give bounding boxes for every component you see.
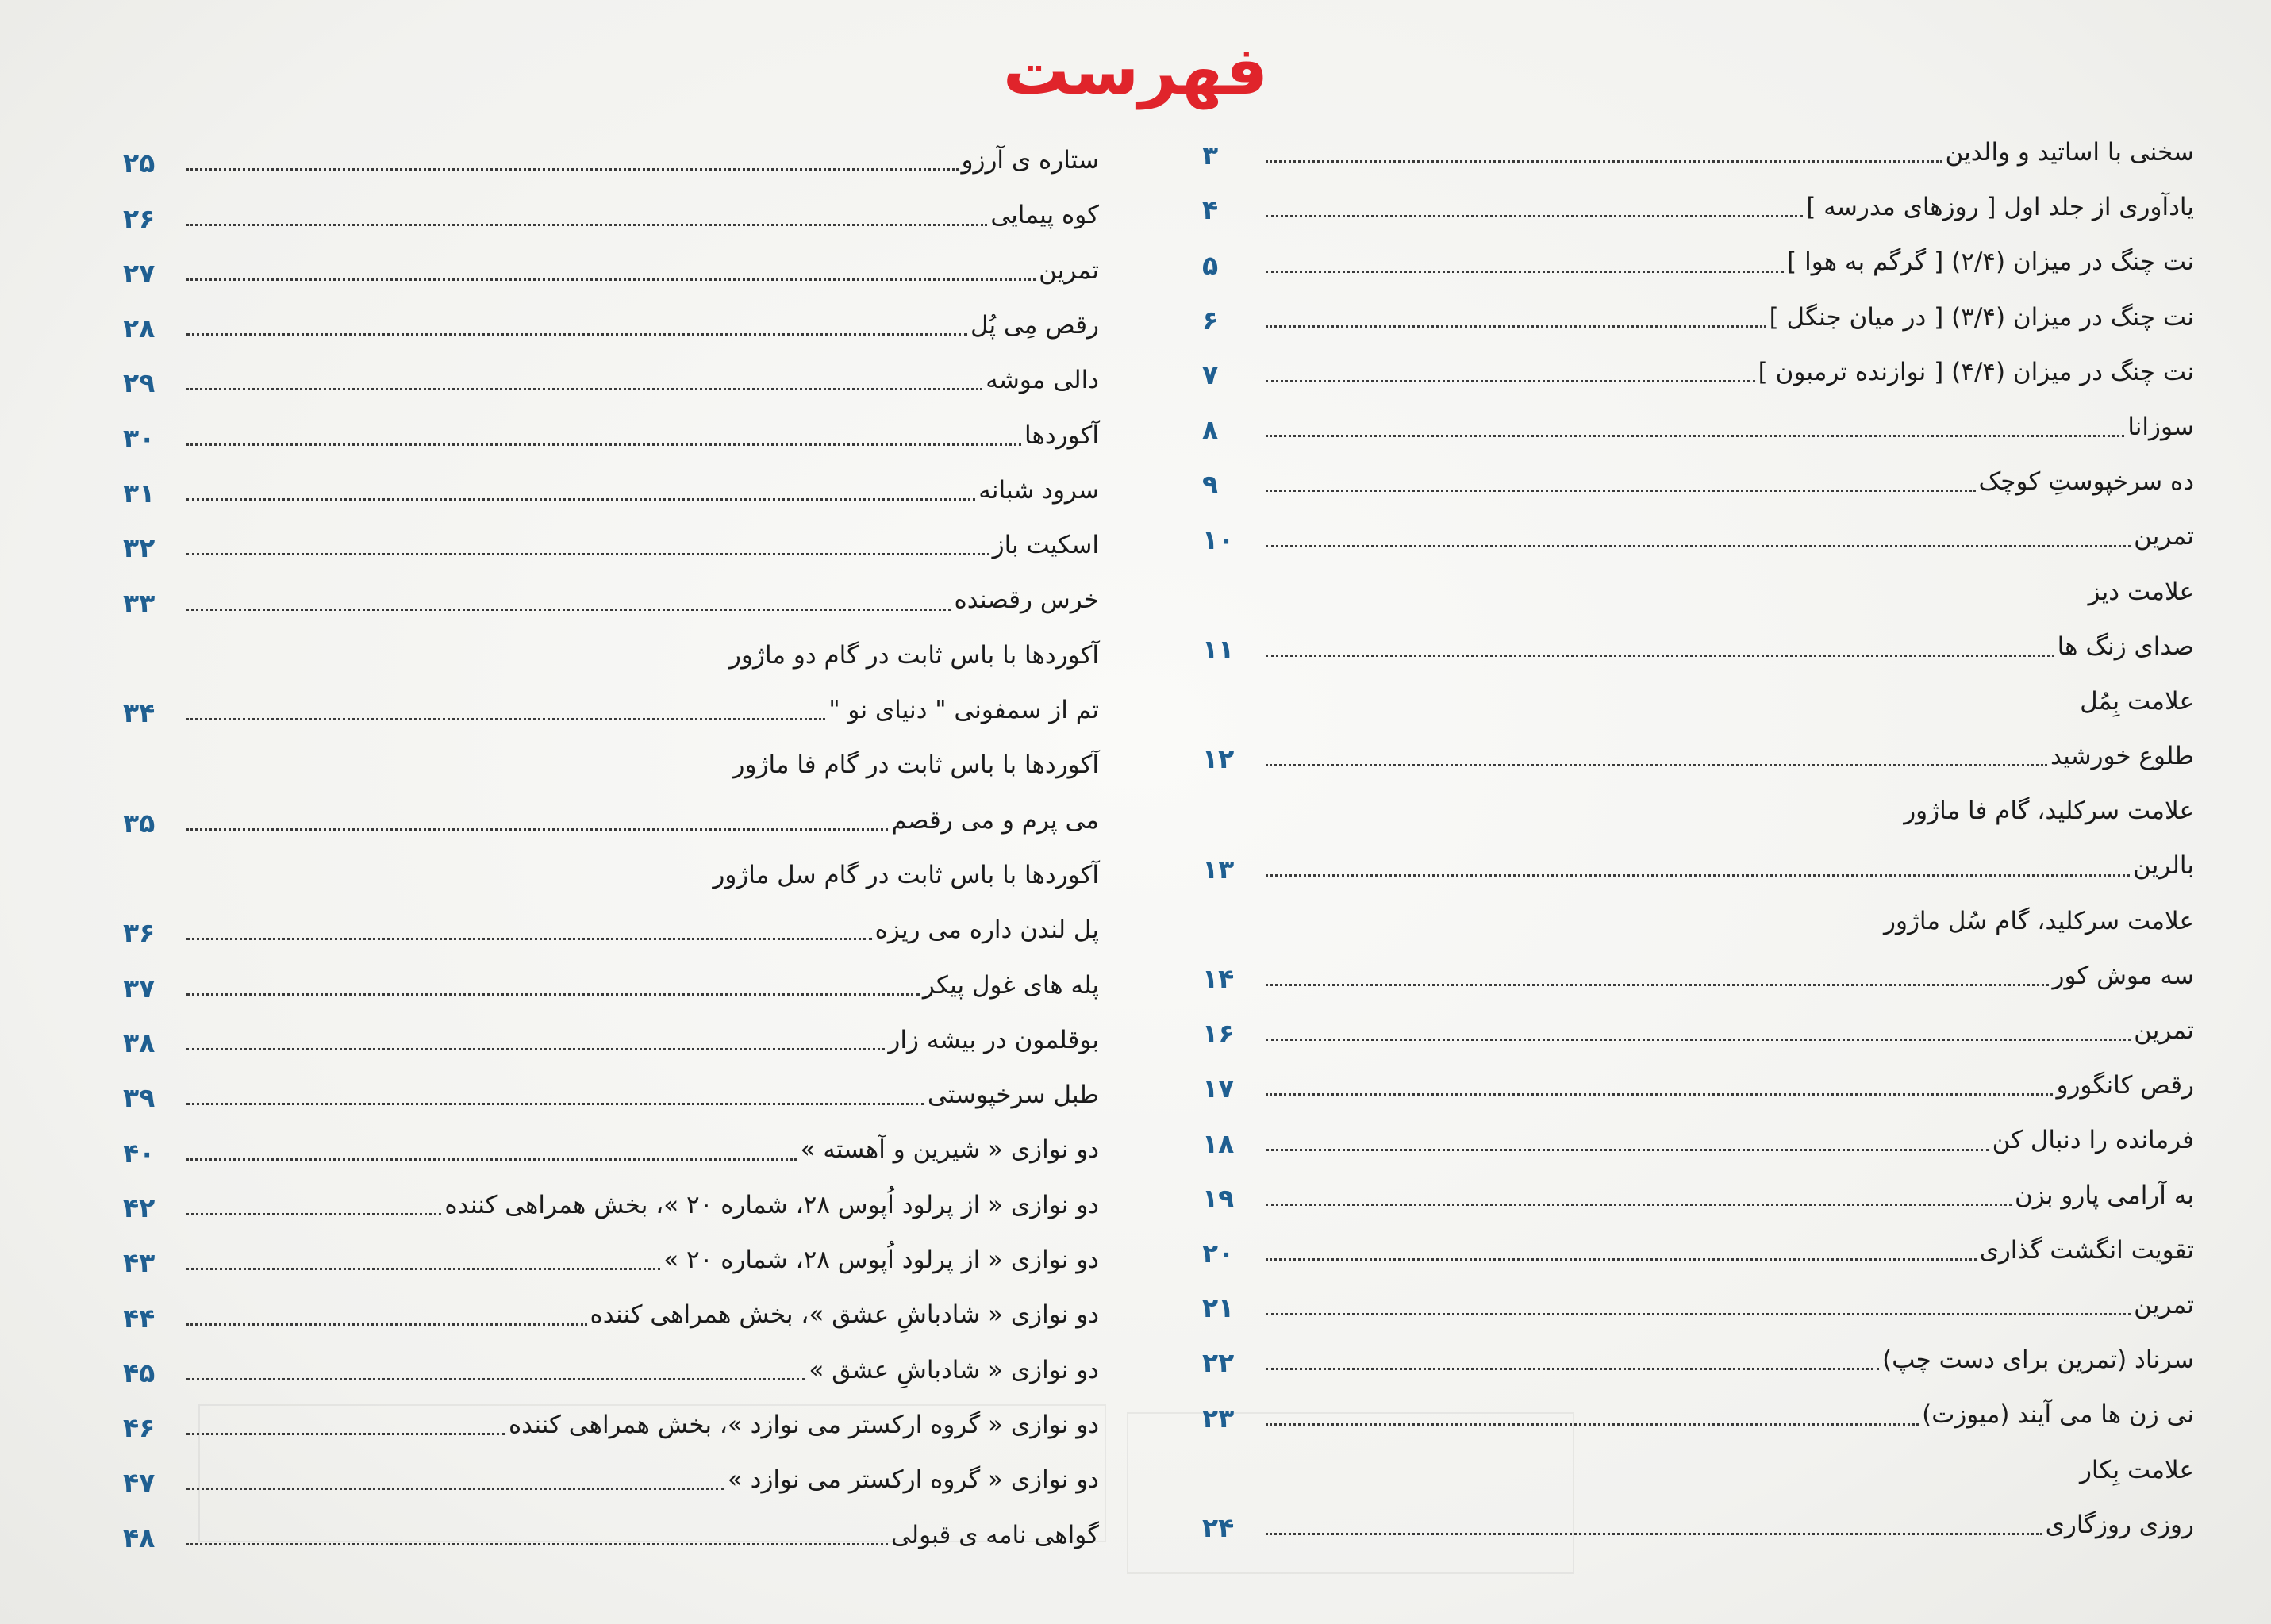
dot-leader: [1266, 1533, 2042, 1535]
toc-entry: [1202, 448, 2194, 503]
toc-entry: [123, 347, 1099, 401]
dot-leader: [186, 828, 888, 831]
toc-entry: [1202, 339, 2194, 394]
dot-leader: [1266, 545, 2131, 547]
toc-entry: [1202, 997, 2194, 1052]
toc-entry-title: روزی روزگاری: [2045, 1510, 2194, 1539]
toc-entry-page-number: ۱۲: [1202, 743, 1235, 775]
toc-entry-title: دو نوازی « شادباشِ عشق »، بخش همراهی کننده: [590, 1300, 1099, 1330]
toc-entry: [1202, 1326, 2194, 1381]
toc-entry: [1202, 832, 2194, 887]
toc-entry-page-number: ۴۳: [123, 1247, 156, 1279]
toc-entry-title: نت چنگ در میزان (۲/۴) [ گرگم به هوا ]: [1787, 248, 2194, 277]
toc-entry-title: پل لندن داره می ریزه: [874, 916, 1099, 945]
dot-leader: [1266, 380, 1755, 382]
page-title: فهرست: [1002, 32, 1269, 109]
toc-entry: [123, 1337, 1099, 1392]
toc-entry-page-number: ۱۹: [1202, 1182, 1235, 1214]
toc-entry: [123, 1281, 1099, 1336]
toc-entry-page-number: ۲۲: [1202, 1347, 1235, 1379]
toc-entry: [123, 182, 1099, 236]
toc-entry-title: طبل سرخپوستی: [927, 1081, 1099, 1110]
toc-entry: [1202, 119, 2194, 174]
toc-entry-title: صدای زنگ ها: [2057, 632, 2194, 661]
toc-entry-page-number: ۸: [1202, 414, 1219, 446]
dot-leader: [1266, 160, 1942, 163]
toc-entry-title: تقویت انگشت گذاری: [1979, 1235, 2194, 1265]
toc-entry: [1202, 1162, 2194, 1217]
toc-entry-page-number: ۱۴: [1202, 963, 1235, 994]
toc-entry-title: نت چنگ در میزان (۳/۴) [ در میان جنگل ]: [1769, 302, 2194, 332]
toc-entry-title: آکوردها با باس ثابت در گام دو ماژور: [729, 640, 1099, 670]
toc-entry-title: بالرین: [2133, 851, 2194, 881]
toc-entry-title: دو نوازی « گروه ارکستر می نوازد »، بخش همراهی کننده: [508, 1410, 1099, 1439]
dot-leader: [186, 278, 1036, 281]
toc-right-column: [1202, 119, 2194, 1546]
toc-entry-title: خرس رقصنده: [954, 585, 1099, 615]
toc-entry-title: بوقلمون در بیشه زار: [888, 1025, 1099, 1054]
toc-entry-page-number: ۲۵: [123, 148, 156, 179]
toc-entry-page-number: ۳: [1202, 140, 1219, 171]
dot-leader: [1266, 764, 2047, 766]
dot-leader: [1266, 1093, 2053, 1096]
toc-entry-title: علامت دیز: [2088, 577, 2194, 606]
toc-entry: [123, 842, 1099, 896]
toc-entry: [123, 292, 1099, 347]
toc-entry-page-number: ۳۰: [123, 422, 156, 454]
toc-entry-title: دو نوازی « از پرلود اُپوس ۲۸، شماره ۲۰ »: [663, 1246, 1099, 1275]
dot-leader: [186, 498, 975, 501]
dot-leader: [186, 609, 951, 611]
dot-leader: [1266, 325, 1766, 328]
toc-entry-title: تم از سمفونی " دنیای نو ": [828, 696, 1099, 725]
toc-entry: [123, 127, 1099, 182]
toc-entry-title: آکوردها با باس ثابت در گام سل ماژور: [713, 860, 1099, 889]
dot-leader: [1266, 215, 1803, 217]
toc-entry-page-number: ۳۹: [123, 1082, 156, 1114]
toc-entry-title: سرناد (تمرین برای دست چپ): [1882, 1346, 2194, 1375]
dot-leader: [1266, 1149, 1989, 1151]
dot-leader: [1266, 435, 2124, 437]
dot-leader: [1266, 1204, 2012, 1206]
dot-leader: [186, 1378, 805, 1380]
toc-entry-page-number: ۷: [1202, 359, 1219, 390]
toc-entry: [123, 1116, 1099, 1171]
toc-entry-title: به آرامی پارو بزن: [2015, 1181, 2194, 1210]
toc-entry: [1202, 1381, 2194, 1436]
toc-entry: [123, 787, 1099, 842]
toc-entry: [1202, 503, 2194, 558]
toc-entry-title: علامت بِمُل: [2080, 686, 2194, 716]
dot-leader: [186, 388, 982, 390]
toc-entry-page-number: ۴۵: [123, 1357, 156, 1388]
dot-leader: [186, 333, 967, 336]
toc-entry-title: ستاره ی آرزو: [961, 146, 1099, 175]
toc-entry: [123, 731, 1099, 786]
toc-entry: [1202, 1492, 2194, 1546]
toc-entry: [123, 622, 1099, 677]
toc-entry-title: سوزانا: [2127, 412, 2194, 441]
toc-entry-page-number: ۴۰: [123, 1137, 156, 1169]
toc-entry-page-number: ۴۸: [123, 1522, 156, 1553]
toc-entry-title: علامت بِکار: [2079, 1455, 2194, 1484]
dot-leader: [186, 1213, 441, 1215]
toc-entry-page-number: ۲۳: [1202, 1402, 1235, 1434]
toc-entry-page-number: ۴: [1202, 194, 1219, 226]
toc-entry-title: اسکیت باز: [992, 531, 1099, 560]
toc-entry-title: دالی موشه: [986, 366, 1099, 395]
dot-leader: [186, 1543, 888, 1545]
toc-entry: [1202, 559, 2194, 613]
dot-leader: [186, 1433, 505, 1435]
toc-left-column: [123, 127, 1099, 1557]
toc-entry: [123, 1227, 1099, 1281]
dot-leader: [186, 993, 920, 996]
toc-entry-page-number: ۹: [1202, 469, 1219, 501]
toc-entry-title: ده سرخپوستِ کوچک: [1978, 467, 2194, 497]
toc-entry-page-number: ۱۸: [1202, 1127, 1235, 1159]
toc-entry-title: طلوع خورشید: [2050, 742, 2194, 771]
dot-leader: [186, 1323, 587, 1326]
toc-entry: [123, 401, 1099, 456]
dot-leader: [186, 938, 872, 940]
dot-leader: [186, 443, 1021, 446]
dot-leader: [1266, 874, 2130, 877]
toc-entry-title: کوه پیمایی: [990, 201, 1099, 230]
toc-entry: [1202, 1217, 2194, 1272]
toc-entry-page-number: ۶: [1202, 304, 1219, 336]
toc-entry-page-number: ۴۲: [123, 1192, 156, 1223]
dot-leader: [1266, 490, 1976, 492]
dot-leader: [1266, 1258, 1977, 1261]
toc-entry-title: گواهی نامه ی قبولی: [890, 1520, 1099, 1549]
toc-entry-title: نی زن ها می آیند (میوزت): [1922, 1400, 2194, 1430]
toc-entry-title: دو نوازی « از پرلود اُپوس ۲۸، شماره ۲۰ »، بخش همراهی کننده: [444, 1190, 1099, 1219]
toc-entry-title: رقص مِی پُل: [970, 311, 1099, 340]
dot-leader: [186, 1048, 885, 1050]
toc-entry-title: یادآوری از جلد اول [ روزهای مدرسه ]: [1806, 193, 2194, 222]
toc-entry: [123, 566, 1099, 621]
toc-entry-page-number: ۳۵: [123, 807, 156, 839]
toc-entry: [1202, 174, 2194, 228]
toc-entry-title: آکوردها: [1024, 420, 1099, 450]
dot-leader: [1266, 271, 1784, 273]
toc-entry: [1202, 1272, 2194, 1326]
toc-entry-title: آکوردها با باس ثابت در گام فا ماژور: [732, 751, 1099, 780]
toc-entry-title: دو نوازی « شادباشِ عشق »: [809, 1355, 1099, 1384]
toc-entry: [123, 1501, 1099, 1556]
dot-leader: [1266, 1423, 1919, 1426]
toc-entry-page-number: ۳۳: [123, 587, 156, 619]
toc-entry: [123, 1446, 1099, 1501]
toc-entry-title: سخنی با اساتید و والدین: [1945, 138, 2194, 167]
toc-entry-page-number: ۳۸: [123, 1027, 156, 1059]
toc-entry: [123, 512, 1099, 566]
toc-entry-page-number: ۵: [1202, 249, 1219, 281]
dot-leader: [186, 1103, 924, 1105]
toc-entry: [123, 237, 1099, 292]
toc-entry-page-number: ۲۹: [123, 367, 156, 399]
toc-entry: [1202, 668, 2194, 723]
toc-entry-page-number: ۳۶: [123, 917, 156, 949]
toc-entry-page-number: ۱۳: [1202, 853, 1235, 885]
dot-leader: [186, 1268, 660, 1270]
dot-leader: [1266, 655, 2054, 657]
toc-entry-title: نت چنگ در میزان (۴/۴) [ نوازنده ترمبون ]: [1758, 357, 2194, 386]
toc-entry-title: تمرین: [1039, 255, 1099, 285]
dot-leader: [186, 1158, 797, 1161]
toc-entry: [1202, 284, 2194, 339]
toc-entry-title: علامت سرکلید، گام سُل ماژور: [1884, 906, 2194, 935]
toc-entry-title: رقص کانگورو: [2056, 1071, 2194, 1100]
toc-entry-page-number: ۲۴: [1202, 1511, 1235, 1543]
toc-entry: [1202, 888, 2194, 943]
toc-entry: [123, 1392, 1099, 1446]
dot-leader: [186, 168, 959, 171]
toc-entry: [1202, 394, 2194, 448]
toc-entry-page-number: ۴۶: [123, 1412, 156, 1444]
toc-entry-page-number: ۲۸: [123, 313, 156, 344]
toc-entry-title: علامت سرکلید، گام فا ماژور: [1904, 797, 2194, 826]
toc-entry: [123, 1062, 1099, 1116]
toc-entry-page-number: ۳۲: [123, 532, 156, 564]
toc-entry-page-number: ۴۷: [123, 1467, 156, 1499]
dot-leader: [1266, 1368, 1879, 1370]
toc-entry-title: تمرین: [2134, 522, 2194, 551]
toc-entry: [123, 1172, 1099, 1227]
toc-entry-title: دو نوازی « گروه ارکستر می نوازد »: [727, 1465, 1099, 1495]
toc-entry-title: دو نوازی « شیرین و آهسته »: [800, 1135, 1099, 1165]
toc-entry-page-number: ۳۷: [123, 972, 156, 1004]
dot-leader: [186, 718, 825, 720]
toc-entry-page-number: ۱۱: [1202, 633, 1235, 665]
toc-entry: [1202, 1052, 2194, 1107]
toc-entry-title: سه موش کور: [2052, 961, 2194, 990]
toc-entry: [123, 1007, 1099, 1062]
toc-entry-title: تمرین: [2134, 1016, 2194, 1045]
toc-entry: [123, 896, 1099, 951]
toc-entry-title: سرود شبانه: [978, 475, 1099, 505]
toc-entry-page-number: ۲۶: [123, 202, 156, 234]
toc-entry-page-number: ۲۰: [1202, 1237, 1235, 1269]
toc-entry: [123, 951, 1099, 1006]
toc-entry-title: پله های غول پیکر: [922, 970, 1099, 1000]
dot-leader: [1266, 1039, 2131, 1041]
dot-leader: [186, 224, 987, 226]
toc-entry-page-number: ۴۴: [123, 1302, 156, 1334]
dot-leader: [186, 1488, 724, 1490]
dot-leader: [1266, 1313, 2131, 1315]
toc-entry-page-number: ۱۰: [1202, 524, 1235, 555]
dot-leader: [186, 553, 989, 555]
toc-entry: [1202, 613, 2194, 668]
toc-entry-page-number: ۳۴: [123, 697, 156, 729]
toc-entry: [1202, 943, 2194, 997]
dot-leader: [1266, 984, 2049, 986]
toc-entry: [1202, 1107, 2194, 1161]
toc-entry-page-number: ۱۶: [1202, 1018, 1235, 1050]
toc-entry: [1202, 1437, 2194, 1492]
toc-entry-title: فرمانده را دنبال کن: [1992, 1126, 2194, 1155]
toc-entry: [123, 677, 1099, 731]
toc-entry: [1202, 777, 2194, 832]
toc-entry: [1202, 228, 2194, 283]
toc-entry-title: می پرم و می رقصم: [891, 805, 1099, 835]
toc-entry-page-number: ۳۱: [123, 478, 156, 509]
toc-entry: [123, 457, 1099, 512]
toc-entry-page-number: ۲۷: [123, 257, 156, 289]
toc-entry: [1202, 723, 2194, 777]
toc-entry-page-number: ۱۷: [1202, 1073, 1235, 1104]
toc-entry-page-number: ۲۱: [1202, 1292, 1235, 1324]
toc-entry-title: تمرین: [2134, 1290, 2194, 1319]
